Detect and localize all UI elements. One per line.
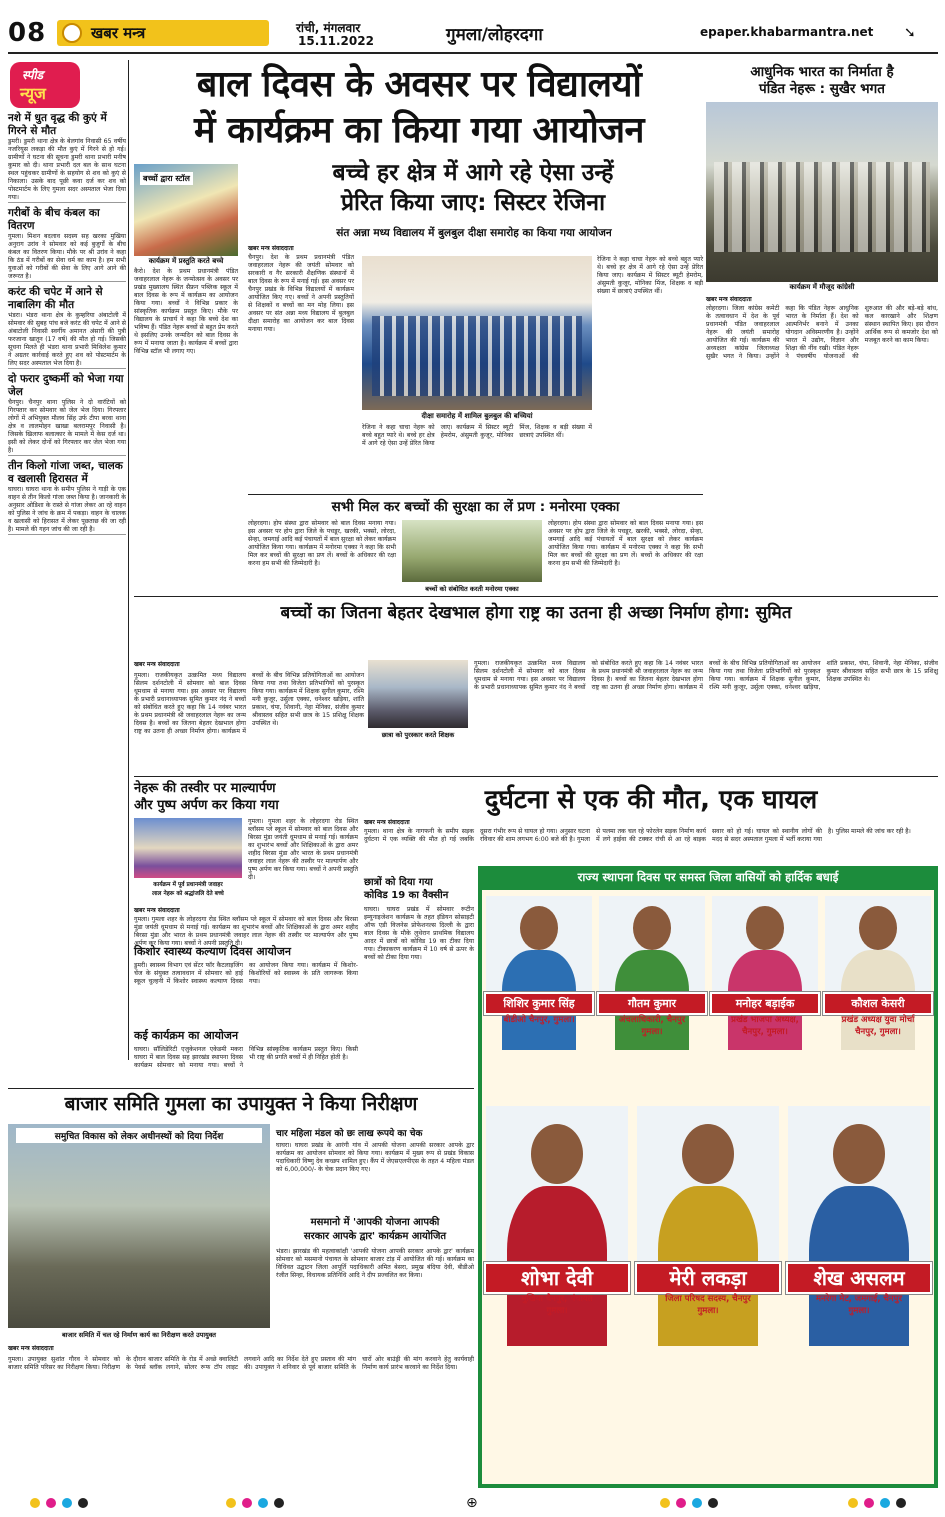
nehru-headline-line2: पंडित नेहरू : सुखैर भगत: [759, 81, 885, 97]
speed-news-item: [8, 373, 126, 456]
left-column-rule: [128, 60, 129, 1060]
tribute-headline: [134, 780, 358, 814]
greeting-person-role-line2: गुमला।: [697, 1306, 719, 1316]
date-line: 15.11.2022: [298, 34, 374, 48]
lead-photo-stall: [134, 164, 238, 256]
section-title: गुमला/लोहरदगा: [446, 25, 543, 45]
speed-news-item: [8, 112, 126, 203]
tribute-caption-1: कार्यक्रम में पूर्व प्रधानमंत्री जवाहर: [153, 882, 223, 888]
mid-rule: [134, 776, 938, 777]
mahila-headline: चार महिला मंडल को छः लाख रूपये का चेक: [276, 1129, 423, 1139]
greeting-person-name: मनोहर बड़ाईक: [710, 992, 820, 1015]
speed-news-title: नशे में धुत वृद्ध की कुएं में गिरने से मौत: [8, 112, 107, 137]
yojana-headline-line1: मसमानो में 'आपकी योजना आपकी: [310, 1217, 440, 1228]
footer-marks: [0, 1494, 945, 1514]
greeting-portrait: [825, 896, 931, 996]
speed-news-item: [8, 286, 126, 369]
manorama-headline: सभी मिल कर बच्चों की सुरक्षा का लें प्रण : मनोरमा एक्का: [331, 499, 620, 515]
kishor-body: डुमरी। स्वास्थ्य विभाग एवं सेंटर फॉर कैटलाइजिंग चेंज के संयुक्त तत्वावधान में सोमवार को हाई स्कूल चुल्हनी में किशोर स्वास्थ्य कल्याण दिवस का आयोजन किया गया। कार्यक्रम में किशोर-किशोरियों को स्वास्थ्य के प्रति जागरूक किया गया।: [134, 962, 358, 985]
vaccine-headline-line1: छात्रों को दिया गया: [364, 877, 433, 888]
nehru-builder-headline: [706, 64, 938, 98]
mahila-body: घाघरा। घाघरा प्रखंड के आरंगी गांव में आपकी योजना आपकी सरकार आपके द्वार कार्यक्रम का आयोजन सोमवार को किया गया। कार्यक्रम में मुख्य रूप से प्रखंड विकास पदाधिकारी विष्णु देव कच्छप शामिल हुए। कैंप में जेएसएलपीएस के तहत 4 महिला मंडल को 6,00,000/- के चेक प्रदान किए गए।: [276, 1142, 474, 1173]
reg-dot: [708, 1498, 718, 1508]
reg-dot: [848, 1498, 858, 1508]
speed-news-body: घाघरा। घाघरा थाना के समीप पुलिस ने गाड़ी के एक वाहन से तीन किलो गांजा जब्त किया है। जानकारी के अनुसार ओडिशा के रास्ते से गांजा लेकर आ रहे वाहन को पुलिस ने जांच के क्रम में पकड़ा। वाहन के चालक व खलासी को हिरासत में लेकर पूछताछ की जा रही है। मामले की गहन जांच की जा रही है।: [8, 486, 126, 533]
city-line: रांची, मंगलवार: [296, 21, 361, 35]
sumit-photo-caption: छात्रा को पुरस्कार करते शिक्षक: [381, 731, 455, 739]
reg-dot: [880, 1498, 890, 1508]
manorama-photo-caption: बच्चों को संबोधित करती मनोरमा एक्का: [425, 585, 519, 593]
speed-news-item: [8, 460, 126, 535]
nehru-photo-people: [714, 162, 930, 252]
regina-photo-caption: दीक्षा समारोह में शामिल बुलबुल की बच्चियां: [421, 412, 533, 420]
lead-headline-line1: बाल दिवस के अवसर पर विद्यालयों: [196, 64, 642, 105]
accident-byline: खबर मन्त्र संवाददाता: [364, 819, 410, 826]
manorama-body: लोहरदगा। होप संस्था द्वारा सोमवार को बाल दिवस मनाया गया। इस अवसर पर होप द्वारा जिले के पचडूर, खरकी, भक्सो, लोरदा, सेन्हा, जमगाई आदि कई पंचायतों में बाल सुरक्षा को लेकर कार्यक्रम आयोजित किया गया। कार्यक्रम में मनोरमा एक्का ने कहा कि सभी मिल कर बच्चों की सुरक्षा का प्रण लें। बच्चों के अधिकार की रक्षा करना हम सभी की जिम्मेदारी है।: [248, 520, 396, 567]
masthead: [0, 0, 945, 56]
bazar-photo-caption: बाजार समिति में चल रहे निर्माण कार्य का निरीक्षण करते उपायुक्त: [61, 1331, 216, 1339]
sister-regina-headline: [248, 158, 698, 218]
kishor-headline: किशोर स्वास्थ्य कल्याण दिवस आयोजन: [134, 945, 292, 958]
regina-photo-group: [372, 316, 582, 396]
bazar-photo: [8, 1124, 270, 1328]
reg-dot: [242, 1498, 252, 1508]
tribute-headline-line1: नेहरू की तस्वीर पर माल्यार्पण: [134, 781, 276, 796]
nehru-builder-body: लोहरदगा। जिला कांग्रेस कमेटी के तत्वावधान में देश के पूर्व प्रधानमंत्री पंडित जवाहरलाल नेहरू की जयंती समारोह आयोजित की गई। कार्यक्रम की अध्यक्षता कांग्रेस जिलाध्यक्ष सुखैर भगत ने किया। उन्होंने कहा कि पंडित नेहरू आधुनिक भारत के निर्माता हैं। देश को आत्मनिर्भर बनाने में उनका योगदान अविस्मरणीय है। उन्होंने भारत में उद्योग, विज्ञान और शिक्षा की नींव रखी। पंडित नेहरू ने पंचवर्षीय योजनाओं की शुरुआत की और बड़े-बड़े बांध, कल कारखाने और शिक्षण संस्थान स्थापित किए। इस दौरान आर्थिक रूप से कमजोर देश को मजबूत करने का काम किया।: [706, 305, 938, 360]
speed-badge-top: स्पीड: [22, 68, 44, 82]
tribute-body-2: गुमला। गुमला शहर के लोहरदगा रोड स्थित ब्लॉसम प्ले स्कूल में सोमवार को बाल दिवस और बिरसा मुंडा जयंती धूमधाम से मनाई गई। कार्यक्रम का शुभारंभ बच्चों और शिक्षिकाओं के द्वारा अमर शहीद बिरसा मुंडा और भारत के प्रथम प्रधानमंत्री जवाहर लाल नेहरू की तस्वीर पर माल्यार्पण और पुष्प अर्पण कर किया गया। बच्चों ने अपनी प्रस्तुति दी।: [248, 818, 359, 881]
bazar-byline: खबर मन्त्र संवाददाता: [8, 1345, 54, 1352]
greeting-title: राज्य स्थापना दिवस पर समस्त जिला वासियों को हार्दिक बधाई: [577, 870, 839, 884]
portrait-head: [746, 906, 784, 950]
greeting-person-name: शोभा देवी: [484, 1262, 630, 1294]
greeting-person-name: मेरी लकड़ा: [635, 1262, 781, 1294]
greeting-person-role-line2: गुमला।: [546, 1306, 568, 1316]
lead-headline: [134, 62, 704, 154]
bazar-photo-banner: समुचित विकास को लेकर अधीनस्थों को दिया निर्देश: [16, 1128, 262, 1143]
greeting-portrait: [712, 896, 818, 996]
reg-dot: [274, 1498, 284, 1508]
speed-news-title: तीन किलो गांजा जब्त, चालक व खलासी हिरासत में: [8, 460, 123, 485]
sumit-byline: खबर मन्त्र संवाददाता: [134, 661, 180, 668]
lead-headline-line2: में कार्यक्रम का किया गया आयोजन: [193, 110, 645, 151]
speed-news-title: गरीबों के बीच कंबल का वितरण: [8, 207, 100, 232]
tribute-caption-2: लाल नेहरू को श्रद्धांजलि देते बच्चे: [152, 891, 224, 897]
karyakram-headline: कई कार्यक्रम का आयोजन: [134, 1029, 239, 1042]
speed-news-body: डुमरी। डुमरी थाना क्षेत्र के बेलगांव निवासी 65 वर्षीय नजरियुस लकड़ा की मौत कुएं में गिरने से हो गई। ग्रामीणों ने घटना की सूचना डुमरी थाना प्रभारी मनीष कुमार को दी। थाना प्रभारी दल बल के साथ घटना स्थल पहुंचकर ग्रामीणों के सहयोग से शव को कुएं से निकाला। उसके बाद पूछी कवा दर्ज कर शव को पोस्टमार्टम के लिए गुमला सदर अस्पताल भेजा दिया गया।: [8, 138, 126, 201]
accident-headline: दुर्घटना से एक की मौत, एक घायल: [484, 785, 818, 815]
nehru-builder-caption: कार्यक्रम में मौजूद कांग्रेसी: [789, 283, 855, 291]
registration-cross-icon: ⊕: [466, 1495, 478, 1511]
lead-photo-label: बच्चों द्वारा स्टॉल: [140, 172, 193, 185]
karyakram-body: घाघरा। सॉलिडेरिटी एजुकेशनल एकेडमी मकरा घाघरा में बाल दिवस सह झारखंड स्थापना दिवस कार्यक्रम सोमवार को मनाया गया। बच्चों ने विभिन्न सांस्कृतिक कार्यक्रम प्रस्तुत किए। किसी भी राष्ट्र की प्रगति बच्चों में ही निहित होती है।: [134, 1046, 358, 1069]
greeting-person-role-line2: गुमला।: [848, 1306, 870, 1316]
speed-news-list: [8, 112, 126, 539]
nehru-headline-line1: आधुनिक भारत का निर्माता है: [750, 64, 894, 80]
portrait-head: [520, 906, 558, 950]
greeting-person-role-line2: चैनपुर, गुमला।: [742, 1027, 788, 1037]
speed-news-body: गुमला। मिशन बदलाव सदस्य सह खरका मुखिया अनुराग उरांव ने सोमवार को कई बुजुर्गों के बीच कंबल का वितरण किया। मौके पर श्री उरांव ने कहा कि ठंड में गरीबों का सेवा धर्म का काम है। हम सभी युवाओं को गरीबों की सेवा के लिए आगे आने की जरूरत है।: [8, 233, 126, 280]
accident-body: गुमला। थाना क्षेत्र के नागफनी के समीप सड़क दुर्घटना में एक व्यक्ति की मौत हो गई जबकि दूसरा गंभीर रूप से घायल हो गया। अनुसार घटना रविवार की शाम लगभग 6:00 बजे की है। गुमला से पलमा तक चल रहे फोरलेन सड़क निर्माण कार्य में लगे हाईवा की टक्कर रांची से आ रहे बाइक सवार को हो गई। घायल को स्थानीय लोगों की मदद से सदर अस्पताल गुमला में भर्ती कराया गया है। पुलिस मामले की जांच कर रही है।: [364, 828, 911, 843]
portrait-head: [531, 1124, 583, 1184]
speed-news-badge: [10, 62, 80, 108]
speed-badge-bottom: न्यूज: [20, 84, 46, 103]
sumit-top-rule: [134, 596, 938, 597]
manorama-body-2: लोहरदगा। होप संस्था द्वारा सोमवार को बाल दिवस मनाया गया। इस अवसर पर होप द्वारा जिले के पचडूर, खरकी, भक्सो, लोरदा, सेन्हा, जमगाई आदि कई पंचायतों में बाल सुरक्षा को लेकर कार्यक्रम आयोजित किया गया। कार्यक्रम में मनोरमा एक्का ने कहा कि सभी मिल कर बच्चों की सुरक्षा का प्रण लें। बच्चों के अधिकार की रक्षा करना हम सभी की जिम्मेदारी है।: [548, 520, 703, 567]
reg-dot: [226, 1498, 236, 1508]
greeting-person-name: गौतम कुमार: [597, 992, 707, 1015]
yojana-headline-line2: सरकार आपके द्वार' कार्यक्रम आयोजित: [303, 1231, 447, 1242]
reg-dot: [692, 1498, 702, 1508]
regina-body-3: रेजिना ने कहा चाचा नेहरू को बच्चे बहुत प्यारे थे। बच्चे हर क्षेत्र में आगे रहे ऐसा उन्हें प्रेरित किया जाए। कार्यक्रम में सिस्टर ब्यूटी हेमरोम, अंसुमती कुजूर, मोनिका मिंज, शिक्षक व बड़ी संख्या में छात्राएं उपस्थित थीं।: [597, 256, 703, 295]
bazar-body: गुमला। उपायुक्त सुशांत गौरव ने सोमवार को बाजार समिति परिसर का निरीक्षण किया। निरीक्षण के दौरान बाजार समिति के रोड में अच्छे क्वालिटी के पेवर्स ब्लॉक लगाने, सोलर रूफ टॉप लाइट लगवाने आदि का निर्देश देते हुए प्रस्ताव की मांग की। उपायुक्त ने शनिवार से पूर्व बाजार समिति के चारों ओर बाउंड्री की मांग करवाने हेतु कार्यवाही निर्माण कार्य प्रारंभ करवाने का निर्देश दिया।: [8, 1356, 474, 1371]
lead-photo-caption: कार्यक्रम में प्रस्तुति करते बच्चे: [148, 257, 224, 265]
tribute-byline: खबर मन्त्र संवाददाता: [134, 907, 180, 914]
greeting-person-role: प्रखंड अध्यक्ष युवा मोर्चा: [841, 1015, 915, 1025]
reg-dot: [676, 1498, 686, 1508]
greeting-person-name: शिशिर कुमार सिंह: [484, 992, 594, 1015]
greeting-person-role: प्रखंड भाजपा अध्यक्ष,: [731, 1015, 799, 1025]
regina-photo: [362, 256, 592, 410]
reg-dot: [78, 1498, 88, 1508]
yojana-headline: [276, 1216, 474, 1244]
regina-headline-line2: प्रेरित किया जाए: सिस्टर रेजिना: [340, 190, 606, 216]
manorama-rule: [248, 494, 703, 495]
portrait-head: [633, 906, 671, 950]
tribute-headline-line2: और पुष्प अर्पण कर किया गया: [134, 798, 279, 813]
reg-dot: [660, 1498, 670, 1508]
portrait-head: [833, 1124, 885, 1184]
regina-headline-line1: बच्चे हर क्षेत्र में आगे रहे ऐसा उन्हें: [332, 160, 614, 186]
sumit-photo: [368, 660, 468, 728]
greeting-portrait: [788, 1106, 930, 1266]
nehru-byline: खबर मन्त्र संवाददाता: [706, 296, 752, 303]
portrait-head: [682, 1124, 734, 1184]
reg-dot: [896, 1498, 906, 1508]
greeting-person-name: कौशल केसरी: [823, 992, 933, 1015]
greeting-person-name: शेख असलम: [786, 1262, 932, 1294]
speed-news-body: चैनपुर। चैनपुर थाना पुलिस ने दो वारंटियों को गिरफ्तार कर सोमवार को जेल भेज दिया। गिरफ्तार लोगों में अभियुक्त मौलव सिंह उर्फ टीपा बरवा थाना क्षेत्र व लालमोहन खाखा बलरामपुर निवासी है। जिसके खिलाफ बलात्कार के मामले में केस दर्ज था। इसी को लेकर दोनों को गिरफ्तार कर जेल भेजा गया है।: [8, 399, 126, 454]
speed-news-title: करंट की चपेट में आने से नाबालिग की मौत: [8, 286, 103, 311]
vaccine-body: घाघरा। घाघरा प्रखंड में सोमवार रूटीन इम्युनाइजेशन कार्यक्रम के तहत इंडियन सोसाइटी ऑफ एडी विजनेस प्रोफेशनल्स दिल्ली के द्वारा बाल दिवस के मौके लुथेरान प्राथमिक विद्यालय आदर में छात्रों को कोविड 19 का टीका दिया गया। टीकाकरण कार्यक्रम में 10 वर्ष से ऊपर के बच्चों को टीका दिया गया।: [364, 906, 474, 961]
brand-name: खबर मन्त्र: [91, 24, 146, 42]
regina-body-1: चैनपुर। देश के प्रथम प्रधानमंत्री पंडित जवाहरलाल नेहरू की जयंती सोमवार को सरकारी व गैर सरकारी शैक्षणिक संस्थानों में बाल दिवस के रूप में मनाई गई। इस अवसर पर चैनपुर प्रखंड के विभिन्न विद्यालयों में कार्यक्रम आयोजित किए गए। बच्चों ने अपनी प्रस्तुतियों से शिक्षकों व बच्चों का मन मोह लिया। इस अवसर पर संत अन्ना मध्य विद्यालय में बुलबुल दीक्षा समारोह का आयोजन कर बाल दिवस मनाया गया।: [248, 254, 354, 333]
reg-dot: [30, 1498, 40, 1508]
vaccine-headline: [364, 876, 476, 902]
regina-subhead: संत अन्ना मध्य विद्यालय में बुलबुल दीक्षा समारोह का किया गया आयोजन: [336, 227, 612, 239]
bottom-left-rule: [8, 1088, 474, 1089]
speed-news-item: [8, 207, 126, 282]
page-number: 08: [8, 18, 47, 48]
lead-body: कैरो। देश के प्रथम प्रधानमंत्री पंडित जवाहरलाल नेहरू के जन्मोत्सव के अवसर पर प्रखंड मुख्यालय स्थित सैफ्रन पब्लिक स्कूल में बाल दिवस के रूप में कार्यक्रम का आयोजन किया गया। बच्चों ने विभिन्न प्रकार के सांस्कृतिक कार्यक्रम प्रस्तुत किए। मौके पर विद्यालय के प्राचार्य ने कहा कि बच्चे देश का भविष्य हैं। पंडित नेहरू बच्चों से बहुत प्रेम करते थे इसलिए उनके जन्मदिन को बाल दिवस के रूप में मनाया जाता है। कार्यक्रम में बच्चों द्वारा विभिन्न स्टॉल भी लगाए गए।: [134, 268, 238, 355]
speed-news-column: [8, 60, 126, 1060]
greeting-person-role-line2: चैनपुर, गुमला।: [855, 1027, 901, 1037]
masthead-rule: [8, 52, 938, 54]
sumit-body-1: गुमला। राजकीयकृत उत्क्रमित मध्य विद्यालय सिलम दर्शनटोली में सोमवार को बाल दिवस धूमधाम से मनाया गया। इस अवसर पर विद्यालय के प्रभारी प्रधानाध्यापक सुमित कुमार नंद ने बच्चों को संबोधित करते हुए कहा कि 14 नवंबर भारत के प्रथम प्रधानमंत्री श्री जवाहरलाल नेहरू का जन्म दिवस है। बच्चों का जितना बेहतर देखभाल होगा राष्ट्र का उतना ही अच्छा निर्माण होगा। कार्यक्रम में बच्चों के बीच विभिन्न प्रतियोगिताओं का आयोजन किया गया तथा विजेता प्रतिभागियों को पुरस्कृत किया गया। कार्यक्रम में शिक्षक सुनील कुमार, रश्मि मनी कुजूर, उर्सुला एक्का, धनेश्वर खड़िया, शांति प्रकाश, चंपा, शिवानी, नेहा मेनिका, संजीव कुमार श्रीवास्तव सहित सभी छात्र के 15 प्रशिक्षु शिक्षक उपस्थित थे।: [134, 672, 364, 735]
yojana-body: भंडरा। झारखंड की महत्वाकांक्षी 'आपकी योजना आपकी सरकार आपके द्वार' कार्यक्रम सोमवार को मसमानो पंचायत के सोमवार बाजार टांड़ में आयोजित की गई। कार्यक्रम का विधिवत उद्घाटन जिला आपूर्ति पदाधिकारी अमित बेसरा, प्रमुख बंदिया देवी, बीडीओ रंजीत सिन्हा, विधायक प्रतिनिधि आदि ने दीप प्रज्वलित कर किया।: [276, 1248, 474, 1279]
website-url[interactable]: epaper.khabarmantra.net: [700, 25, 874, 39]
greeting-portrait: [486, 896, 592, 996]
reg-dot: [864, 1498, 874, 1508]
greeting-person-role-line2: गुमला।: [641, 1027, 663, 1037]
portrait-head: [859, 906, 897, 950]
pointer-icon: ➘: [904, 25, 916, 41]
speed-news-body: भंडरा। भंडरा थाना क्षेत्र के कुम्हरिया अंबाटोली में सोमवार की सुबह पांच बजे करंट की चपेट में आने से अंबाटोली निवासी स्वर्गीय अमानत अंसारी की पुत्री फरजाना खातून (17 वर्ष) की मौत हो गई। जिसकी सूचना मिलते ही भंडरा थाना प्रभारी मिथिलेश कुमार ने अग्रतर कार्रवाई करते हुए शव को पोस्टमार्टम के लिए सदर अस्पताल भेज दिया है।: [8, 312, 126, 367]
manorama-photo: [402, 520, 542, 582]
reg-dot: [62, 1498, 72, 1508]
greeting-portrait: [599, 896, 705, 996]
bazar-headline: बाजार समिति गुमला का उपायुक्त ने किया निरीक्षण: [64, 1093, 418, 1115]
greeting-person-role: मनरेगा मेट, जमगाई, चैनपुर: [816, 1294, 902, 1304]
reg-dot: [258, 1498, 268, 1508]
greeting-portrait: [486, 1106, 628, 1266]
regina-byline: खबर मन्त्र संवाददाता: [248, 245, 294, 252]
tribute-photo: [134, 818, 242, 878]
sumit-headline: बच्चों का जितना बेहतर देखभाल होगा राष्ट्र का उतना ही अच्छा निर्माण होगा: सुमित: [280, 603, 792, 623]
reg-dot: [46, 1498, 56, 1508]
greeting-portrait: [637, 1106, 779, 1266]
greeting-person-role: अंचलाधिकारी, चैनपुर: [618, 1015, 686, 1025]
sumit-body-2: गुमला। राजकीयकृत उत्क्रमित मध्य विद्यालय सिलम दर्शनटोली में सोमवार को बाल दिवस धूमधाम से मनाया गया। इस अवसर पर विद्यालय के प्रभारी प्रधानाध्यापक सुमित कुमार नंद ने बच्चों को संबोधित करते हुए कहा कि 14 नवंबर भारत के प्रथम प्रधानमंत्री श्री जवाहरलाल नेहरू का जन्म दिवस है। बच्चों का जितना बेहतर देखभाल होगा राष्ट्र का उतना ही अच्छा निर्माण होगा। कार्यक्रम में बच्चों के बीच विभिन्न प्रतियोगिताओं का आयोजन किया गया तथा विजेता प्रतिभागियों को पुरस्कृत किया गया। कार्यक्रम में शिक्षक सुनील कुमार, रश्मि मनी कुजूर, उर्सुला एक्का, धनेश्वर खड़िया, शांति प्रकाश, चंपा, शिवानी, नेहा मेनिका, संजीव कुमार श्रीवास्तव सहित सभी छात्र के 15 प्रशिक्षु शिक्षक उपस्थित थे।: [474, 660, 938, 691]
vaccine-headline-line2: कोविड 19 का वैक्सीन: [364, 890, 449, 901]
greeting-person-role: बीडीओ चैनपुर, गुमला।: [503, 1015, 575, 1025]
greeting-person-role: मुखिया चैनपुर, पंचायत: [521, 1294, 593, 1304]
tribute-body: गुमला। गुमला शहर के लोहरदगा रोड स्थित ब्लॉसम प्ले स्कूल में सोमवार को बाल दिवस और बिरसा मुंडा जयंती धूमधाम से मनाई गई। कार्यक्रम का शुभारंभ बच्चों और शिक्षिकाओं के द्वारा अमर शहीद बिरसा मुंडा और भारत के प्रथम प्रधानमंत्री जवाहर लाल नेहरू की तस्वीर पर माल्यार्पण और पुष्प अर्पण कर किया गया। बच्चों ने अपनी प्रस्तुति दी।: [134, 916, 358, 947]
nehru-builder-photo: [706, 102, 938, 282]
brand-icon: [62, 23, 82, 43]
regina-body-2: रेजिना ने कहा चाचा नेहरू को बच्चे बहुत प्यारे थे। बच्चे हर क्षेत्र में आगे रहे ऐसा उन्हें प्रेरित किया जाए। कार्यक्रम में सिस्टर ब्यूटी हेमरोम, अंसुमती कुजूर, मोनिका मिंज, शिक्षक व बड़ी संख्या में छात्राएं उपस्थित थीं।: [362, 424, 592, 447]
speed-news-title: दो फरार दुष्कर्मी को भेजा गया जेल: [8, 373, 124, 398]
brand-logo: [57, 20, 269, 46]
greeting-ad: [478, 866, 938, 1488]
greeting-person-role: जिला परिषद सदस्य, चैनपुर: [665, 1294, 751, 1304]
